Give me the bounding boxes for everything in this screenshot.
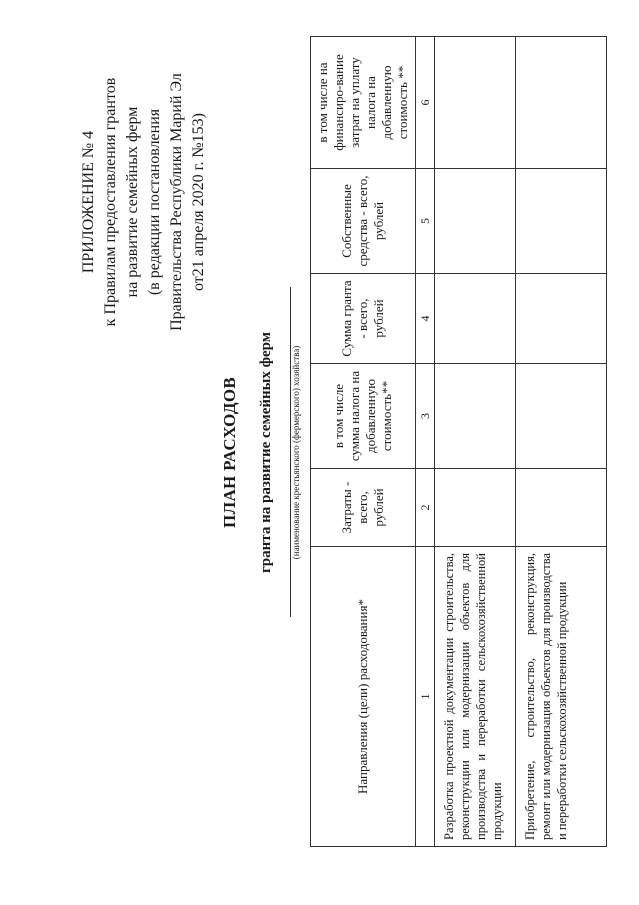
appendix-line: от21 апреля 2020 г. №153) [190,112,207,292]
document-subtitle: гранта на развитие семейных ферм [258,332,274,574]
farm-name-caption: (наименование крестьянского (фермерского) хозяйства) [291,345,301,560]
row-total-costs-cell[interactable] [516,469,607,547]
column-number: 4 [416,274,435,364]
row-own-funds-vat-cell[interactable] [435,37,516,169]
document-title: ПЛАН РАСХОДОВ [220,376,239,529]
row-vat-amount-cell[interactable] [435,364,516,469]
column-number: 5 [416,169,435,274]
appendix-header [78,52,210,352]
row-total-costs-cell[interactable] [435,469,516,547]
table-row [435,37,516,847]
row-vat-amount-cell[interactable] [516,364,607,469]
column-number: 6 [416,37,435,169]
header-own-funds: Собственные средства - всего, рублей [311,169,416,274]
appendix-line: (в редакции постановления [146,108,163,296]
column-number: 2 [416,469,435,547]
row-grant-amount-cell[interactable] [435,274,516,364]
row-direction: Разработка проектной документации строительства, реконструкции или модернизации объектов для производства и переработки сельскохозяйственной продукции [435,547,516,847]
header-vat-amount: в том числе сумма налога на добавленную стоимость** [311,364,416,469]
appendix-line: к Правилам предоставления грантов [102,77,119,327]
column-number: 3 [416,364,435,469]
row-grant-amount-cell[interactable] [516,274,607,364]
appendix-line: Правительства Республики Марий Эл [168,73,185,331]
row-direction: Приобретение, строительство, реконструкция, ремонт или модернизация объектов для производства и переработки сельскохозяйственной продукции [516,547,607,847]
header-direction: Направления (цели) расходования* [311,547,416,847]
expense-plan-table [310,36,607,847]
column-number: 1 [416,547,435,847]
table-row [516,37,607,847]
header-grant-amount: Сумма гранта - всего, рублей [311,274,416,364]
appendix-line: на развитие семейных ферм [124,106,141,298]
header-own-funds-vat: в том числе на финансиро-вание затрат на уплату налога на добавленную стоимость ** [311,37,416,169]
header-total-costs: Затраты - всего, рублей [311,469,416,547]
row-own-funds-cell[interactable] [516,169,607,274]
row-own-funds-cell[interactable] [435,169,516,274]
expense-plan-table-wrapper [310,37,607,847]
row-own-funds-vat-cell[interactable] [516,37,607,169]
appendix-line: ПРИЛОЖЕНИЕ № 4 [80,130,97,274]
